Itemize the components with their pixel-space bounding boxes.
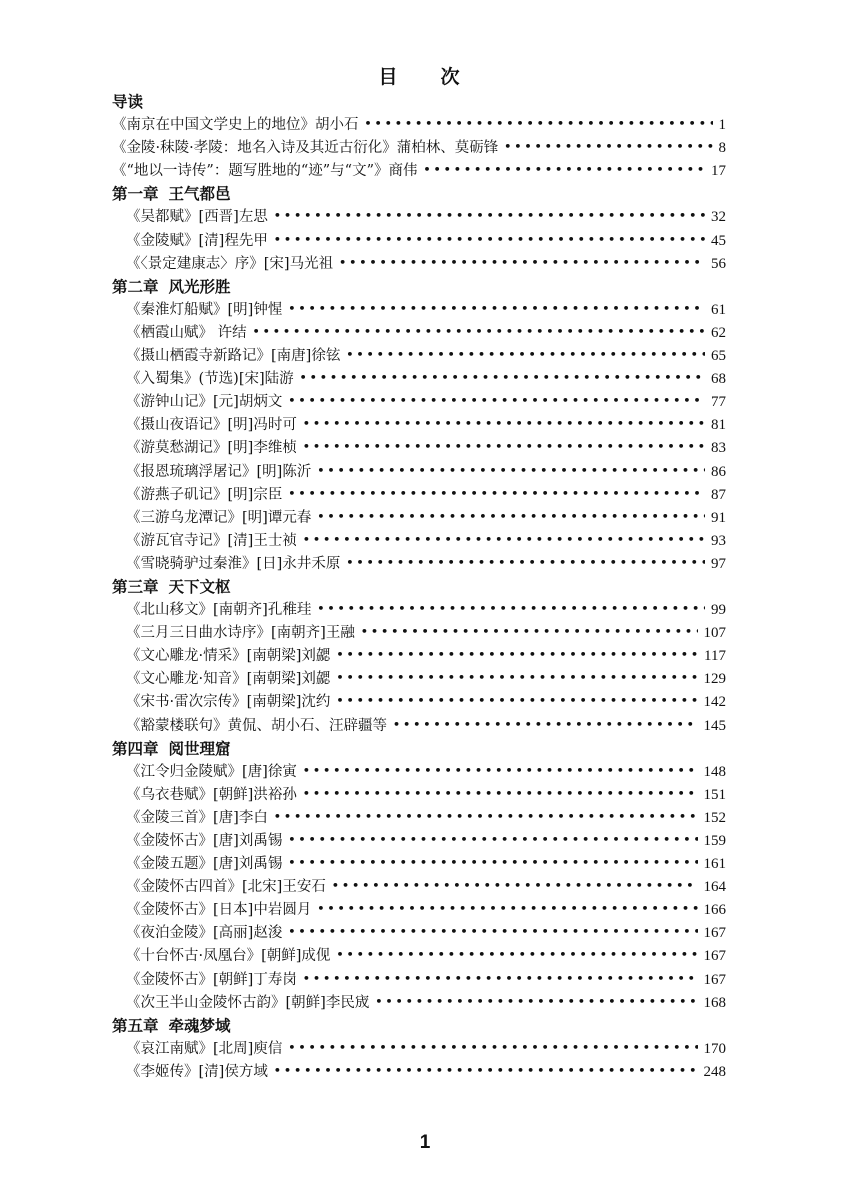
toc-entry-page: 168 — [703, 994, 726, 1011]
dot-leader — [274, 204, 705, 227]
toc-entry[interactable] — [112, 691, 726, 714]
toc-entry[interactable] — [112, 322, 726, 345]
toc-entry-title: 《摄山栖霞寺新路记》[南唐]徐铉 — [126, 348, 341, 365]
toc-entry-title: 《金陵五题》[唐]刘禹锡 — [126, 856, 283, 873]
section-heading-label: 第四章 — [112, 739, 159, 758]
dot-leader — [288, 297, 705, 320]
toc-entry[interactable] — [112, 253, 726, 276]
toc-entry-page: 77 — [711, 394, 726, 411]
toc-entry-page: 56 — [711, 255, 726, 272]
toc-entry-page: 45 — [711, 232, 726, 249]
toc-entry-page: 117 — [704, 648, 726, 665]
toc-entry[interactable] — [112, 437, 726, 460]
toc-entry-page: 151 — [703, 786, 726, 803]
toc-entry-page: 145 — [703, 717, 726, 734]
dot-leader — [288, 389, 705, 412]
toc-entry[interactable] — [112, 391, 726, 414]
dot-leader — [361, 620, 698, 643]
dot-leader — [288, 920, 697, 943]
toc-entry-title: 《〈景定建康志〉序》[宋]马光祖 — [126, 255, 334, 272]
toc-entry-page: 167 — [703, 971, 726, 988]
toc-entry[interactable] — [112, 899, 726, 922]
dot-leader — [253, 320, 705, 343]
toc-entry-title: 《游燕子矶记》[明]宗臣 — [126, 486, 283, 503]
toc-title: 目 次 — [378, 66, 472, 88]
section-heading — [112, 276, 726, 299]
toc-entry-page: 91 — [711, 509, 726, 526]
section-heading-label: 第二章 — [112, 277, 159, 296]
dot-leader — [288, 851, 697, 874]
section-heading — [112, 183, 726, 206]
dot-leader — [303, 412, 705, 435]
toc-entry[interactable] — [112, 599, 726, 622]
toc-entry-title: 《豁蒙楼联句》黄侃、胡小石、汪辟疆等 — [126, 717, 387, 734]
toc-entry-page: 129 — [703, 671, 726, 688]
dot-leader — [303, 967, 698, 990]
section-heading-subtitle: 王气都邑 — [168, 185, 231, 204]
dot-leader — [317, 459, 705, 482]
dot-leader — [303, 782, 698, 805]
toc-entry-title: 《报恩琉璃浮屠记》[明]陈沂 — [126, 463, 312, 480]
toc-entry-title: 《金陵怀古》[朝鲜]丁寿岗 — [126, 971, 297, 988]
dot-leader — [274, 228, 705, 251]
dot-leader — [288, 1036, 697, 1059]
toc-entry[interactable] — [112, 784, 726, 807]
toc-entry[interactable] — [112, 1061, 726, 1084]
toc-entry[interactable] — [112, 414, 726, 437]
toc-entry[interactable] — [112, 853, 726, 876]
toc-entry-title: 《金陵三首》[唐]李白 — [126, 809, 268, 826]
toc-entry-page: 62 — [711, 324, 726, 341]
dot-leader — [423, 158, 705, 181]
section-heading-subtitle: 阅世理窟 — [168, 739, 231, 758]
section-heading-subtitle: 风光形胜 — [168, 277, 231, 296]
toc-entry[interactable] — [112, 368, 726, 391]
toc-entry-title: 《夜泊金陵》[高丽]赵浚 — [126, 925, 283, 942]
section-heading-subtitle: 天下文枢 — [168, 577, 231, 596]
toc-entry-page: 148 — [703, 763, 726, 780]
toc-entry-page: 61 — [711, 301, 726, 318]
toc-entry-page: 83 — [711, 440, 726, 457]
toc-entry[interactable] — [112, 160, 726, 183]
toc-entry[interactable] — [112, 922, 726, 945]
toc-entry-page: 97 — [711, 555, 726, 572]
toc-entry-page: 17 — [711, 163, 726, 180]
toc-entry[interactable] — [112, 761, 726, 784]
toc-entry[interactable] — [112, 645, 726, 668]
toc-entry[interactable] — [112, 830, 726, 853]
toc-entry-page: 159 — [703, 833, 726, 849]
toc-entry[interactable] — [112, 484, 726, 507]
dot-leader — [336, 643, 698, 666]
section-heading-label: 导读 — [112, 93, 144, 111]
toc-entry-title: 《秦淮灯船赋》[明]钟惺 — [126, 301, 283, 318]
toc-entry[interactable] — [112, 206, 726, 229]
toc-entry[interactable] — [112, 461, 726, 484]
dot-leader — [336, 666, 697, 689]
dot-leader — [346, 551, 705, 574]
toc-entry-title: 《文心雕龙·知音》[南朝梁]刘勰 — [126, 671, 331, 688]
toc-entry[interactable] — [112, 945, 726, 968]
toc-entry[interactable] — [112, 622, 726, 645]
toc-entry-page: 166 — [703, 902, 726, 919]
toc-entry-page: 248 — [703, 1063, 726, 1080]
dot-leader — [274, 805, 698, 828]
toc-entry-title: 《江令归金陵赋》[唐]徐寅 — [126, 763, 297, 780]
dot-leader — [375, 990, 697, 1013]
toc-entry[interactable] — [112, 992, 726, 1015]
dot-leader — [317, 897, 697, 920]
toc-entry-title: 《金陵·秣陵·孝陵：地名入诗及其近古衍化》蒲柏林、莫砺锋 — [112, 140, 499, 157]
toc-entry-title: 《李姬传》[清]侯方域 — [126, 1063, 268, 1080]
section-heading-label: 第一章 — [112, 185, 159, 204]
toc-entry-title: 《南京在中国文学史上的地位》胡小石 — [112, 117, 359, 134]
dot-leader — [332, 874, 698, 897]
dot-leader — [317, 597, 705, 620]
toc-entry-title: 《雪晓骑驴过秦淮》[日]永井禾原 — [126, 555, 341, 572]
toc-entry-page: 81 — [711, 417, 726, 434]
toc-entry-title: 《金陵赋》[清]程先甲 — [126, 232, 268, 249]
toc-entry-page: 142 — [703, 694, 726, 711]
toc-entry-title: 《乌衣巷赋》[朝鲜]洪裕孙 — [126, 786, 297, 803]
toc-entry-title: 《游钟山记》[元]胡炳文 — [126, 394, 283, 411]
toc-entry-title: 《宋书·雷次宗传》[南朝梁]沈约 — [126, 694, 331, 711]
toc-entry[interactable] — [112, 1038, 726, 1061]
dot-leader — [303, 528, 705, 551]
toc-entry-title: 《三月三日曲水诗序》[南朝齐]王融 — [126, 625, 355, 642]
dot-leader — [504, 135, 712, 158]
toc-entry-title: 《“地以一诗传”：题写胜地的“迹”与“文”》商伟 — [112, 163, 418, 180]
toc-entry-title: 《哀江南赋》[北周]庾信 — [126, 1040, 283, 1057]
toc-entry[interactable] — [112, 299, 726, 322]
dot-leader — [303, 759, 698, 782]
toc-entry-title: 《入蜀集》(节选)[宋]陆游 — [126, 371, 294, 388]
toc-entry[interactable] — [112, 553, 726, 576]
section-heading-label: 第五章 — [112, 1016, 159, 1035]
dot-leader — [393, 713, 698, 736]
section-heading — [112, 738, 726, 761]
toc-entry[interactable] — [112, 530, 726, 553]
toc-entry-page: 164 — [703, 879, 726, 896]
toc-entry-page: 161 — [703, 856, 726, 873]
toc-entry-page: 1 — [718, 117, 726, 134]
dot-leader — [303, 435, 705, 458]
page-number: 1 — [419, 1132, 431, 1153]
dot-leader — [300, 366, 705, 389]
toc-entry-title: 《游莫愁湖记》[明]李维桢 — [126, 440, 297, 457]
toc-entry-title: 《游瓦官寺记》[清]王士祯 — [126, 532, 297, 549]
toc-entry-title: 《北山移文》[南朝齐]孔稚珪 — [126, 602, 312, 619]
toc-entry-page: 32 — [711, 209, 726, 226]
section-heading-subtitle: 牵魂梦域 — [168, 1016, 231, 1035]
toc-entry-page: 107 — [703, 625, 726, 642]
section-heading — [112, 576, 726, 599]
toc-entry[interactable] — [112, 969, 726, 992]
section-heading — [112, 1015, 726, 1038]
dot-leader — [336, 689, 697, 712]
dot-leader — [346, 343, 705, 366]
dot-leader — [339, 251, 705, 274]
toc-entry-page: 65 — [711, 348, 726, 365]
toc-entry[interactable] — [112, 230, 726, 253]
toc-entry-title: 《金陵怀古》[日本]中岩圆月 — [126, 902, 312, 919]
toc-entry-page: 99 — [711, 602, 726, 619]
toc-entry[interactable] — [112, 345, 726, 368]
dot-leader — [336, 943, 697, 966]
toc-entry-page: 152 — [703, 809, 726, 826]
toc-entry-page: 68 — [711, 371, 726, 388]
toc-entry[interactable] — [112, 876, 726, 899]
section-heading — [112, 91, 726, 114]
toc-entry-page: 8 — [718, 140, 726, 157]
section-heading-label: 第三章 — [112, 577, 159, 596]
toc-entry-title: 《十台怀古·凤凰台》[朝鲜]成伣 — [126, 948, 331, 965]
toc-entry[interactable] — [112, 807, 726, 830]
dot-leader — [365, 112, 713, 135]
toc-entry[interactable] — [112, 137, 726, 160]
toc-entry-page: 167 — [703, 948, 726, 965]
table-of-contents — [112, 91, 726, 1084]
toc-entry-title: 《栖霞山赋》 许结 — [126, 324, 247, 341]
toc-entry-page: 87 — [711, 486, 726, 503]
toc-entry-title: 《摄山夜语记》[明]冯时可 — [126, 417, 297, 434]
toc-entry-page: 170 — [703, 1040, 726, 1057]
toc-entry-title: 《吴都赋》[西晋]左思 — [126, 209, 268, 226]
toc-entry-title: 《次王半山金陵怀古韵》[朝鲜]李民宬 — [126, 994, 370, 1011]
toc-entry-page: 86 — [711, 463, 726, 480]
dot-leader — [288, 482, 705, 505]
toc-entry-title: 《文心雕龙·情采》[南朝梁]刘勰 — [126, 648, 331, 665]
toc-entry-title: 《金陵怀古》[唐]刘禹锡 — [126, 833, 283, 849]
toc-entry-page: 167 — [703, 925, 726, 942]
dot-leader — [317, 505, 705, 528]
dot-leader — [274, 1059, 698, 1082]
toc-entry[interactable] — [112, 715, 726, 738]
toc-entry-title: 《三游乌龙潭记》[明]谭元春 — [126, 509, 312, 526]
toc-entry-page: 93 — [711, 532, 726, 549]
dot-leader — [288, 828, 697, 851]
toc-entry[interactable] — [112, 668, 726, 691]
toc-entry-title: 《金陵怀古四首》[北宋]王安石 — [126, 879, 326, 896]
toc-entry[interactable] — [112, 114, 726, 137]
toc-entry[interactable] — [112, 507, 726, 530]
